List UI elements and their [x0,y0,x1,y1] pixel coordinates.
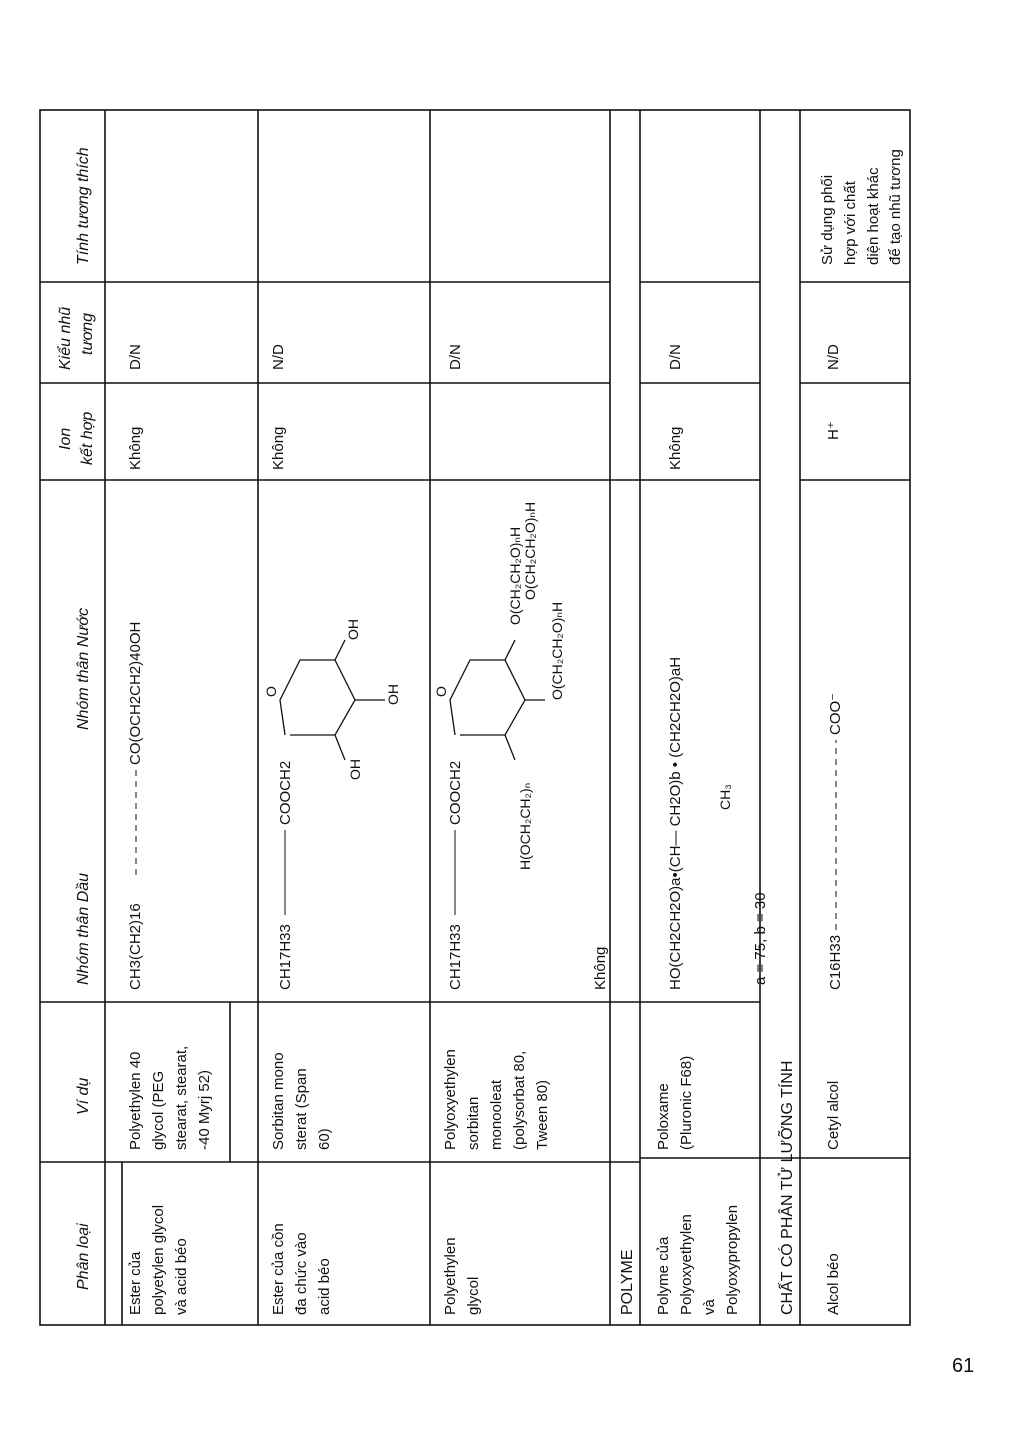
row1-kieu: D/N [127,344,144,370]
row5-phan-loai-2: Polyoxyethylen [678,1214,695,1315]
row2-nuoc: COOCH2 [277,760,294,825]
row7-nuoc: COO⁻ [827,692,844,735]
row3-o-chain3: O(CH₂CH₂O)ₙH [522,501,538,600]
row2-vi-du-1: Sorbitan mono [270,1052,287,1150]
row3-vi-du-2: sorbitan [465,1096,482,1150]
row5-phan-loai-3: và [701,1299,718,1315]
row7-kieu: N/D [825,344,842,370]
row5-ch3: CH₃ [717,784,733,810]
row1-vi-du-1: Polyethylen 40 [127,1051,144,1150]
row-ester-peg [127,344,213,1315]
row2-oh2: OH [385,684,401,705]
header-ion-1: Ion [57,427,74,450]
row3-kieu: D/N [447,344,464,370]
header-ion-2: kết hợp [79,411,96,465]
row2-phan-loai-2: đa chức vào [293,1232,310,1315]
row1-ion: Không [127,426,144,470]
row1-vi-du-3: stearat, stearat, [173,1045,190,1150]
row7-phan-loai: Alcol béo [825,1253,842,1315]
row3-phan-loai-2: glycol [465,1276,482,1315]
row3-khong: Không [592,946,609,990]
row3-vi-du-5: Tween 80) [534,1079,551,1150]
polysorbat-ring [450,640,545,760]
row2-vi-du-2: sterat (Span [293,1068,310,1150]
row3-nuoc: COOCH2 [447,760,464,825]
row1-phan-loai-1: Ester của [127,1251,144,1315]
row-alcol-beo [819,149,904,1315]
row2-vi-du-3: 60) [316,1128,333,1150]
header-phan-loai: Phân loại [75,1223,92,1290]
row2-oh3: OH [345,619,361,640]
row3-phan-loai-1: Polyethylen [442,1237,459,1315]
row1-phan-loai-2: polyetylen glycol [150,1204,167,1315]
header-kieu-1: Kiểu nhũ [57,306,74,370]
row2-ion: Không [270,426,287,470]
page-number: 61 [952,1355,975,1377]
row3-o-chain2: O(CH₂CH₂O)ₙH [507,526,523,625]
row2-kieu: N/D [270,344,287,370]
row3-vi-du-4: (polysorbat 80, [511,1050,528,1150]
row5-vi-du-1: Poloxame [655,1083,672,1150]
row2-oh1: OH [347,759,363,780]
sorbitan-ring [280,640,385,760]
header-dau: Nhóm thân Dầu [75,872,92,985]
row1-phan-loai-3: và acid béo [173,1238,190,1315]
header-vi-du: Ví dụ [75,1077,92,1115]
row2-phan-loai-1: Ester của cồn [270,1223,287,1315]
row5-kieu: D/N [667,344,684,370]
row1-vi-du-2: glycol (PEG [150,1070,167,1150]
row2-phan-loai-3: acid béo [316,1258,333,1315]
row7-ion: H⁺ [825,421,842,440]
row3-h-chain: H(OCH₂CH₂)ₙ [517,782,533,870]
section-polyme: POLYME [619,1249,636,1315]
row7-tinh-1: Sử dụng phối [819,174,836,265]
row5-phan-loai-1: Polyme của [655,1236,672,1315]
row1-nuoc: CO(OCH2CH2)40OH [127,621,144,765]
row1-dau: CH3(CH2)16 [127,903,144,990]
row5-phan-loai-4: Polyoxypropylen [724,1204,741,1315]
table-header [56,147,96,1290]
row5-ab: a = 75, b = 30 [752,892,769,985]
row2-o: O [263,686,279,697]
row-polysorbat [433,344,609,1315]
row7-tinh-2: hợp với chất [842,181,859,265]
header-nuoc: Nhóm thân Nước [75,607,92,730]
row5-formula: HO(CH2CH2O)a•(CH— CH2O)b • (CH2CH2O)aH [667,656,684,990]
row3-dau: CH17H33 [447,924,464,990]
row1-vi-du-4: -40 Myrj 52) [196,1069,213,1150]
row3-vi-du-3: monooleat [488,1079,505,1150]
row5-vi-du-2: (Pluronic F68) [678,1055,695,1150]
row2-dau: CH17H33 [277,924,294,990]
section-luong-tinh: CHẤT CÓ PHÂN TỬ LƯỠNG TÍNH [779,1060,796,1315]
row5-ion: Không [667,426,684,470]
row7-dau: C16H33 [827,934,844,990]
row-ester-sorbitan [263,344,401,1315]
row3-o: O [433,686,449,697]
header-kieu-2: tương [79,312,96,355]
row7-tinh-3: diện hoạt khác [865,167,882,265]
row-poloxame [655,344,769,1315]
row7-vi-du: Cetyl alcol [825,1080,842,1150]
row7-tinh-4: để tạo nhũ tương [887,149,904,265]
row3-vi-du-1: Polyoxyethylen [442,1049,459,1150]
row3-o-chain1: O(CH₂CH₂O)ₙH [549,601,565,700]
header-tinh: Tính tương thích [75,147,92,265]
